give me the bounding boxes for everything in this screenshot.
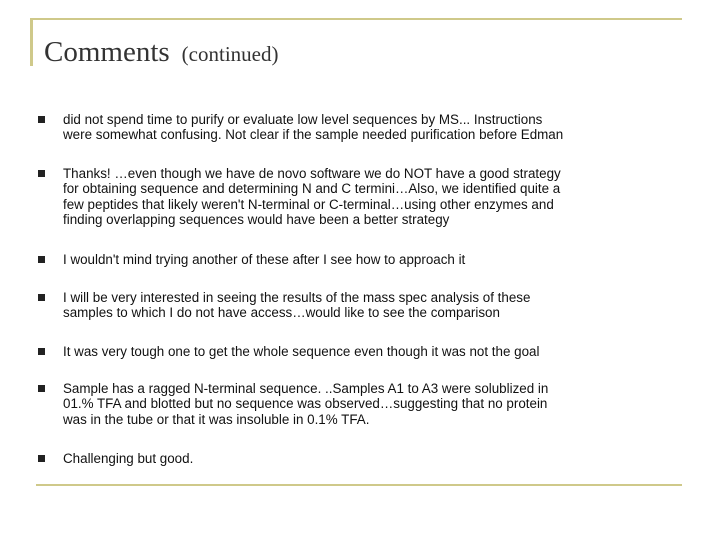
bullet-text: I will be very interested in seeing the results of the mass spec analysis of these samples to which I do not have access…would like to see the comparison <box>63 290 531 321</box>
bullet-text: It was very tough one to get the whole sequence even though it was not the goal <box>63 344 540 359</box>
square-bullet-icon <box>38 170 45 177</box>
bullet-text: Thanks! …even though we have de novo software we do NOT have a good strategy for obtaining sequence and determining N and C termini…Also, we identified quite a few peptides that likely weren't N-terminal or C-terminal…using other enzymes and finding overlapping sequences would have been a better strategy <box>63 166 561 227</box>
square-bullet-icon <box>38 455 45 462</box>
square-bullet-icon <box>38 256 45 263</box>
bullet-text: Sample has a ragged N-terminal sequence. ..Samples A1 to A3 were solublized in 01.% TFA and blotted but no sequence was observed…suggesting that no protein was in the tube or that it was insoluble in 0.1% TFA. <box>63 381 549 427</box>
square-bullet-icon <box>38 348 45 355</box>
bullet-text: did not spend time to purify or evaluate low level sequences by MS... Instructions were somewhat confusing. Not clear if the sample needed purification before Edman <box>63 112 564 143</box>
slide-title <box>44 36 278 69</box>
title-subtitle: (continued) <box>181 42 279 66</box>
bullet-text: I wouldn't mind trying another of these after I see how to approach it <box>63 252 466 267</box>
title-main: Comments <box>44 36 170 68</box>
square-bullet-icon <box>38 294 45 301</box>
bullet-text: Challenging but good. <box>63 451 194 466</box>
frame-bottom-rule <box>36 484 682 486</box>
square-bullet-icon <box>38 385 45 392</box>
square-bullet-icon <box>38 116 45 123</box>
frame-left-accent <box>30 18 33 66</box>
frame-top-rule <box>30 18 682 20</box>
